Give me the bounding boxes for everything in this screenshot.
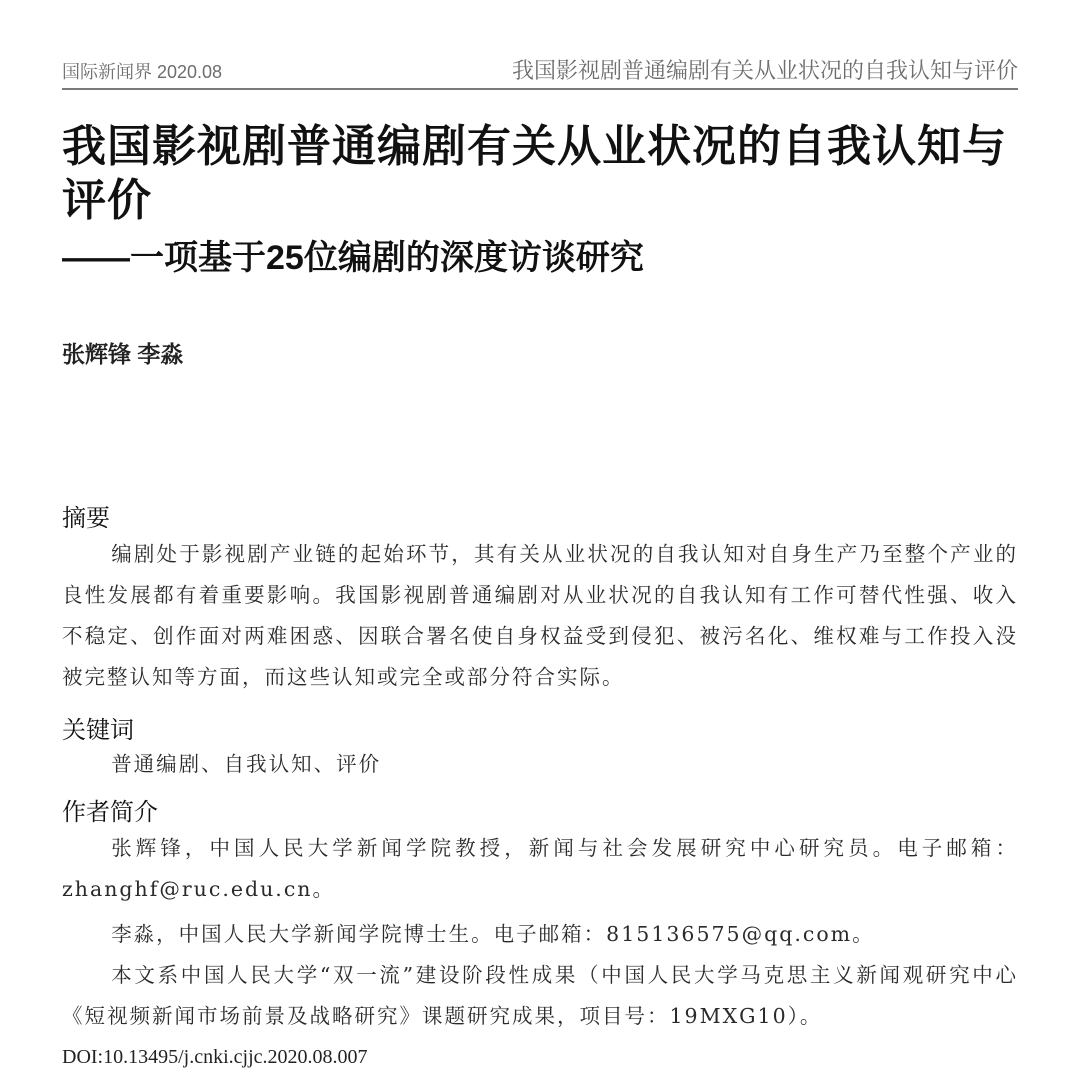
abstract-heading: 摘要 [62, 505, 110, 532]
funding-note: 本文系中国人民大学“双一流”建设阶段性成果（中国人民大学马克思主义新闻观研究中心《短视频新闻市场前景及战略研究》课题研究成果，项目号：19MXG10）。 [62, 963, 1018, 1028]
article-subtitle: ——一项基于25位编剧的深度访谈研究 [62, 239, 644, 277]
keywords-text: 普通编剧、自我认知、评价 [111, 752, 382, 776]
author-names: 张辉锋 李淼 [62, 341, 184, 367]
author-bio-heading: 作者简介 [62, 799, 158, 826]
doi: DOI:10.13495/j.cnki.cjjc.2020.08.007 [62, 1046, 368, 1068]
running-header [62, 52, 1018, 90]
article-title: 我国影视剧普通编剧有关从业状况的自我认知与评价 [62, 122, 1007, 225]
abstract-text: 编剧处于影视剧产业链的起始环节，其有关从业状况的自我认知对自身生产乃至整个产业的良性发展都有着重要影响。我国影视剧普通编剧对从业状况的自我认知有工作可替代性强、收入不稳定、创作面对两难困惑、因联合署名使自身权益受到侵犯、被污名化、维权难与工作投入没被完整认知等方面，而这些认知或完全或部分符合实际。 [62, 542, 1018, 689]
running-title: 我国影视剧普通编剧有关从业状况的自我认知与评价 [511, 58, 1018, 83]
journal-issue: 国际新闻界 2020.08 [62, 62, 223, 82]
author-bio-li: 李淼，中国人民大学新闻学院博士生。电子邮箱：815136575@qq.com。 [111, 922, 875, 946]
author-bio-zhang: 张辉锋，中国人民大学新闻学院教授，新闻与社会发展研究中心研究员。电子邮箱：zhanghf@ruc.edu.cn。 [62, 836, 1018, 901]
keywords-heading: 关键词 [62, 717, 134, 744]
